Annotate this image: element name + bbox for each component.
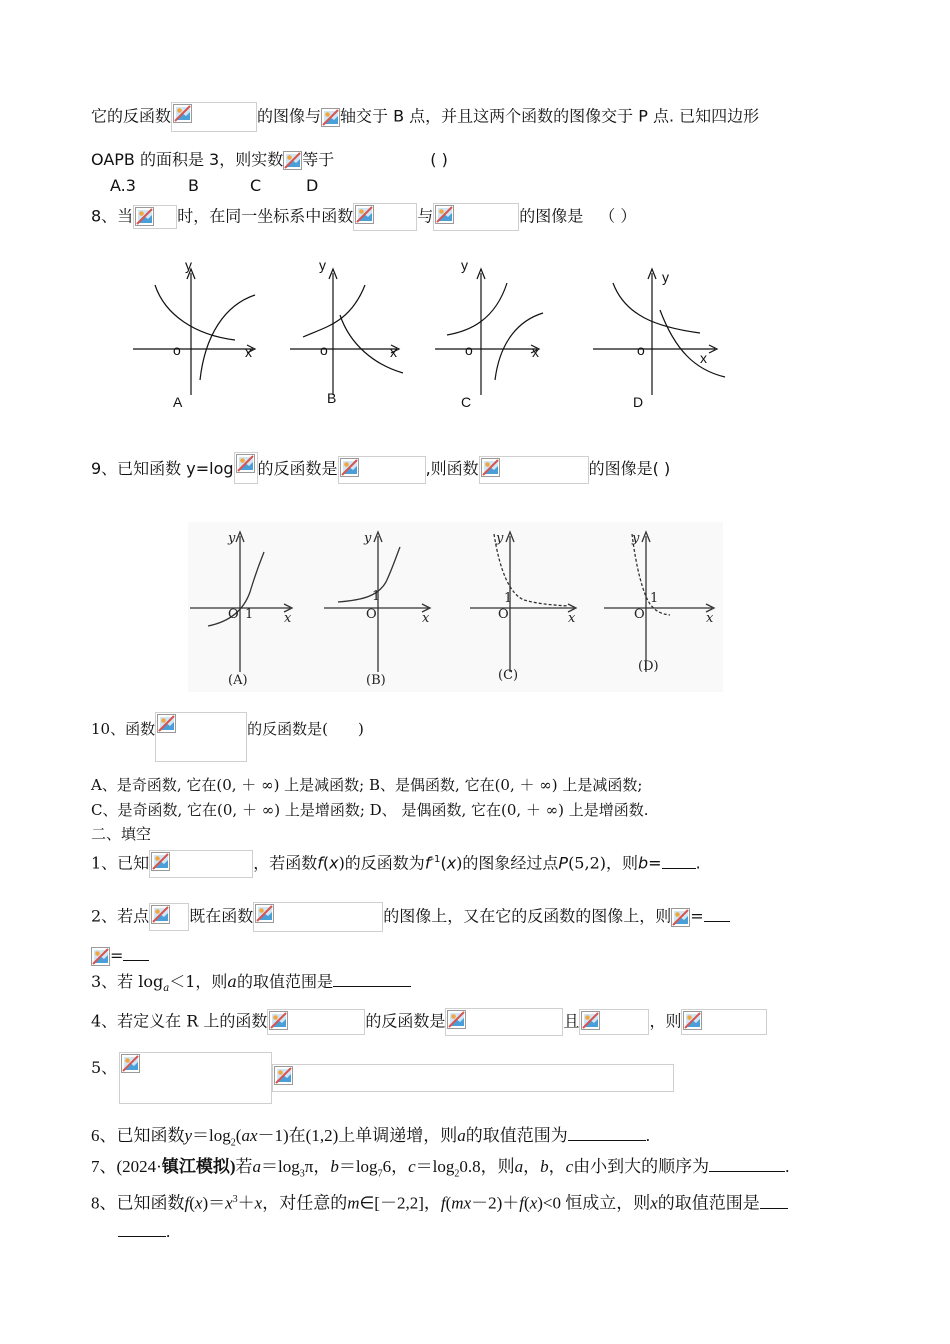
fill-6 bbox=[91, 1126, 650, 1153]
var: a bbox=[252, 1157, 261, 1176]
var: c bbox=[565, 1157, 574, 1176]
option-b: B bbox=[188, 176, 199, 195]
fill-text: 5、 bbox=[91, 1058, 118, 1077]
axis-x-label: x bbox=[245, 344, 252, 360]
q10-text: 10、函数 bbox=[91, 720, 156, 738]
fill-text: ，则 bbox=[649, 1011, 682, 1031]
q8-line bbox=[91, 203, 636, 231]
fill-text: 的图像上，又在它的反函数的图像上，则 bbox=[383, 906, 672, 926]
axis-y-label: y bbox=[185, 257, 192, 273]
var: y bbox=[184, 1126, 193, 1145]
broken-image-icon bbox=[581, 1011, 600, 1030]
fill-text: 2、若点 bbox=[91, 906, 150, 926]
fill-text: ， bbox=[548, 1157, 566, 1176]
fill-text: (5,2)，则 bbox=[568, 853, 638, 873]
fill-text: ＝log bbox=[415, 1157, 455, 1176]
var: c bbox=[408, 1157, 416, 1176]
var: m bbox=[347, 1193, 360, 1213]
q8-text: 的图像是 bbox=[519, 206, 584, 226]
fill-text: 0.8，则 bbox=[459, 1157, 515, 1176]
fill-text: －2)＋ bbox=[471, 1193, 520, 1213]
fill-text: ＝log bbox=[261, 1157, 300, 1176]
fill-4 bbox=[91, 1008, 767, 1036]
fill-text: 8、已知函数 bbox=[91, 1193, 185, 1213]
q9-graphs bbox=[188, 522, 723, 692]
graph-b bbox=[290, 257, 403, 406]
formula-image bbox=[445, 1008, 563, 1036]
tick-label: 1 bbox=[650, 591, 659, 606]
fill-text: . bbox=[695, 853, 701, 873]
fill-text: = bbox=[648, 853, 662, 873]
graph-d bbox=[593, 269, 725, 410]
origin-label: o bbox=[173, 342, 181, 358]
formula-image bbox=[119, 1052, 272, 1104]
fill-text: 6、已知函数 bbox=[91, 1126, 185, 1145]
q9-text: 的图像是( ) bbox=[588, 459, 671, 478]
graph-label: D bbox=[633, 394, 644, 410]
fill-2 bbox=[91, 902, 730, 932]
formula-image bbox=[133, 205, 177, 229]
broken-image-icon bbox=[355, 205, 374, 224]
answer-blank[interactable] bbox=[568, 1140, 646, 1141]
broken-image-icon bbox=[283, 151, 302, 170]
var: f bbox=[519, 1193, 525, 1213]
fill-text: π， bbox=[304, 1157, 331, 1176]
formula-image bbox=[479, 456, 589, 484]
formula-image bbox=[155, 712, 247, 762]
q7-line1 bbox=[91, 102, 759, 132]
broken-image-icon bbox=[135, 207, 154, 226]
fill-text: ( bbox=[440, 853, 447, 873]
axis-x-label: x bbox=[568, 611, 576, 626]
fill-text: ( bbox=[235, 1126, 242, 1145]
broken-image-icon bbox=[481, 458, 500, 477]
var: x bbox=[650, 1193, 658, 1213]
fill-text: 3、若 log bbox=[91, 972, 164, 991]
fill-text: )<0 恒成立，则 bbox=[537, 1193, 651, 1213]
axis-y-label: y bbox=[662, 269, 669, 285]
fill-text: ＝log bbox=[192, 1126, 231, 1145]
fill-text: 由小到大的顺序为 bbox=[573, 1157, 710, 1176]
axis-y-label: y bbox=[364, 531, 372, 546]
origin-label: O bbox=[228, 607, 239, 622]
formula-image bbox=[353, 203, 417, 231]
q9-line bbox=[91, 452, 670, 484]
formula-image bbox=[149, 903, 189, 931]
fill-text: ＝log bbox=[338, 1157, 378, 1176]
answer-blank[interactable] bbox=[123, 960, 149, 961]
origin-label: O bbox=[498, 607, 509, 622]
fill-5 bbox=[91, 1058, 117, 1078]
fill-text: . bbox=[645, 1126, 650, 1145]
q8-graphs bbox=[125, 255, 745, 415]
var: a bbox=[514, 1157, 524, 1176]
formula-image bbox=[272, 1064, 674, 1092]
var: f bbox=[424, 853, 431, 873]
option-d: D bbox=[306, 176, 319, 195]
fill-text: . bbox=[785, 1157, 790, 1176]
formula-image bbox=[267, 1009, 365, 1035]
graph-c bbox=[435, 257, 543, 410]
subscript: a bbox=[163, 983, 170, 995]
fill-text: 且 bbox=[563, 1011, 580, 1031]
axis-x-label: x bbox=[390, 344, 397, 360]
fill-text: 的取值范围为 bbox=[465, 1126, 568, 1145]
q7-text: 轴交于 B 点，并且这两个函数的图像交于 P 点. 已知四边形 bbox=[340, 106, 760, 126]
axis-x-label: x bbox=[706, 611, 714, 626]
axis-y-label: y bbox=[461, 257, 468, 273]
option-c: C bbox=[250, 176, 262, 195]
fill-3 bbox=[91, 972, 411, 999]
q7-text: OAPB 的面积是 3，则实数 bbox=[91, 150, 284, 169]
formula-image bbox=[433, 203, 519, 231]
fill-text: 1、已知 bbox=[91, 853, 150, 873]
q10-line bbox=[91, 712, 364, 762]
fill-text: ( bbox=[445, 1193, 452, 1213]
origin-label: o bbox=[465, 342, 473, 358]
fill-text: 的反函数是 bbox=[365, 1011, 446, 1031]
var: a bbox=[457, 1126, 466, 1145]
axis-y-label: y bbox=[632, 531, 640, 546]
graph-label: (D) bbox=[638, 659, 659, 674]
broken-image-icon bbox=[340, 458, 359, 477]
fill-text: ＜1，则 bbox=[169, 972, 228, 991]
var: ax bbox=[241, 1126, 258, 1145]
origin-label: O bbox=[634, 607, 645, 622]
fill-text: 既在函数 bbox=[189, 906, 254, 926]
answer-blank[interactable] bbox=[662, 868, 696, 869]
axis-x-label: x bbox=[284, 611, 292, 626]
fill-text: )的图象经过点 bbox=[456, 853, 559, 873]
var: x bbox=[194, 1193, 203, 1213]
broken-image-icon bbox=[121, 1054, 140, 1073]
q8-text: 与 bbox=[417, 206, 434, 226]
var: f bbox=[184, 1193, 190, 1213]
q10-text: 的反函数是( ) bbox=[247, 720, 364, 738]
var: b bbox=[638, 853, 649, 873]
graph-label: (C) bbox=[498, 668, 519, 683]
var: x bbox=[446, 853, 457, 873]
q7-text: 等于 bbox=[302, 150, 335, 169]
fill-7 bbox=[91, 1157, 789, 1184]
formula-image bbox=[149, 850, 253, 878]
q9-text: ,则函数 bbox=[425, 459, 479, 478]
fill-text: 的取值范围是 bbox=[657, 1193, 760, 1213]
q7-text: 它的反函数 bbox=[91, 106, 172, 126]
var: mx bbox=[451, 1193, 472, 1213]
broken-image-icon bbox=[151, 852, 170, 871]
answer-blank[interactable] bbox=[118, 1236, 166, 1237]
broken-image-icon bbox=[683, 1011, 702, 1030]
origin-label: o bbox=[637, 342, 645, 358]
q7-line2 bbox=[91, 150, 448, 170]
var: x bbox=[254, 1193, 263, 1213]
answer-blank[interactable] bbox=[333, 986, 411, 987]
graph-a bbox=[133, 257, 255, 410]
subscript: 3 bbox=[299, 1168, 305, 1180]
answer-paren: （ ） bbox=[599, 206, 637, 226]
var: a bbox=[227, 972, 237, 991]
var: b bbox=[540, 1157, 549, 1176]
broken-image-icon bbox=[269, 1011, 288, 1030]
q7-text: 的图像与 bbox=[257, 106, 322, 126]
fill-text: ， bbox=[523, 1157, 541, 1176]
q9-text: 9、已知函数 y=log bbox=[91, 459, 234, 478]
fill-text: ，若函数 bbox=[253, 853, 318, 873]
var: f bbox=[440, 1193, 446, 1213]
origin-label: O bbox=[366, 607, 377, 622]
graph-label: A bbox=[173, 394, 183, 410]
var: x bbox=[225, 1193, 233, 1213]
answer-blank[interactable] bbox=[760, 1208, 788, 1209]
option-a: A.3 bbox=[110, 176, 136, 195]
fill-text: = bbox=[110, 946, 124, 965]
broken-image-icon bbox=[255, 904, 274, 923]
fill-text: ( bbox=[189, 1193, 195, 1213]
q7-options bbox=[110, 176, 318, 196]
tick-label: 1 bbox=[372, 589, 381, 604]
q10-option-ab: A、是奇函数, 它在(0, ＋ ∞) 上是减函数; B、是偶函数, 它在(0, ＋ ∞) 上是减函数; bbox=[91, 776, 643, 794]
formula-image bbox=[579, 1009, 649, 1035]
broken-image-icon bbox=[321, 108, 340, 127]
fill-2b bbox=[91, 946, 149, 966]
fill-text: )的反函数为 bbox=[338, 853, 425, 873]
q8-text: 8、当 bbox=[91, 206, 134, 226]
broken-image-icon bbox=[173, 104, 192, 123]
q9-text: 的反函数是 bbox=[257, 459, 338, 478]
tick-label: 1 bbox=[504, 591, 513, 606]
fill-text: . bbox=[166, 1222, 171, 1241]
fill-text: 6， bbox=[382, 1157, 409, 1176]
graph-label: C bbox=[461, 394, 472, 410]
broken-image-icon bbox=[435, 205, 454, 224]
section-title: 二、填空 bbox=[91, 825, 152, 843]
q8-text: 时，在同一坐标系中函数 bbox=[177, 206, 354, 226]
answer-blank[interactable] bbox=[709, 1171, 785, 1172]
formula-image bbox=[253, 902, 383, 932]
answer-blank[interactable] bbox=[704, 921, 730, 922]
axis-y-label: y bbox=[319, 257, 326, 273]
axis-x-label: x bbox=[532, 344, 539, 360]
fill-text: ( bbox=[322, 853, 330, 873]
axis-x-label: x bbox=[422, 611, 430, 626]
subscript: 2 bbox=[454, 1168, 460, 1180]
superscript: 3 bbox=[232, 1194, 238, 1205]
graph-label: (A) bbox=[228, 673, 248, 688]
formula-image bbox=[234, 452, 258, 484]
subscript: 7 bbox=[377, 1168, 383, 1180]
fill-text: ( bbox=[524, 1193, 530, 1213]
fill-1 bbox=[91, 850, 701, 878]
superscript: -1 bbox=[430, 854, 441, 866]
subscript: 2 bbox=[230, 1137, 236, 1149]
var: x bbox=[329, 853, 339, 873]
graph-label: B bbox=[327, 390, 337, 406]
fill-8-cont bbox=[118, 1222, 170, 1242]
answer-paren: ( ) bbox=[430, 150, 448, 169]
axis-y-label: y bbox=[228, 531, 236, 546]
formula-image bbox=[681, 1009, 767, 1035]
var: b bbox=[330, 1157, 339, 1176]
fill-text: 4、若定义在 R 上的函数 bbox=[91, 1011, 268, 1031]
var: x bbox=[529, 1193, 538, 1213]
origin-label: o bbox=[320, 342, 328, 358]
broken-image-icon bbox=[671, 908, 690, 927]
axis-x-label: x bbox=[700, 350, 707, 366]
fill-text: 的取值范围是 bbox=[236, 972, 333, 991]
tick-label: 1 bbox=[245, 607, 254, 622]
fill-text: )＝ bbox=[202, 1193, 226, 1213]
formula-image bbox=[338, 456, 426, 484]
var: f bbox=[317, 853, 323, 873]
source-tag: 镇江模拟) bbox=[161, 1157, 236, 1176]
broken-image-icon bbox=[157, 714, 176, 733]
var: P bbox=[558, 853, 569, 873]
axis-y-label: y bbox=[496, 531, 504, 546]
fill-text: 若 bbox=[235, 1157, 253, 1176]
fill-text: ∈[－2,2]， bbox=[359, 1193, 441, 1213]
broken-image-icon bbox=[91, 947, 110, 966]
formula-image bbox=[171, 102, 257, 132]
fill-text: = bbox=[690, 906, 704, 926]
broken-image-icon bbox=[151, 905, 170, 924]
fill-text: －1)在(1,2)上单调递增，则 bbox=[257, 1126, 458, 1145]
broken-image-icon bbox=[274, 1066, 293, 1085]
fill-text: 7、(2024· bbox=[91, 1157, 162, 1176]
fill-text: ＋ bbox=[237, 1193, 255, 1213]
q10-option-cd: C、是奇函数, 它在(0, ＋ ∞) 上是增函数; D、 是偶函数, 它在(0, ＋ ∞) 上是增函数. bbox=[91, 801, 649, 819]
broken-image-icon bbox=[447, 1010, 466, 1029]
fill-text: ，对任意的 bbox=[262, 1193, 348, 1213]
graph-label: (B) bbox=[366, 673, 386, 688]
fill-8 bbox=[91, 1190, 788, 1214]
broken-image-icon bbox=[236, 454, 255, 473]
